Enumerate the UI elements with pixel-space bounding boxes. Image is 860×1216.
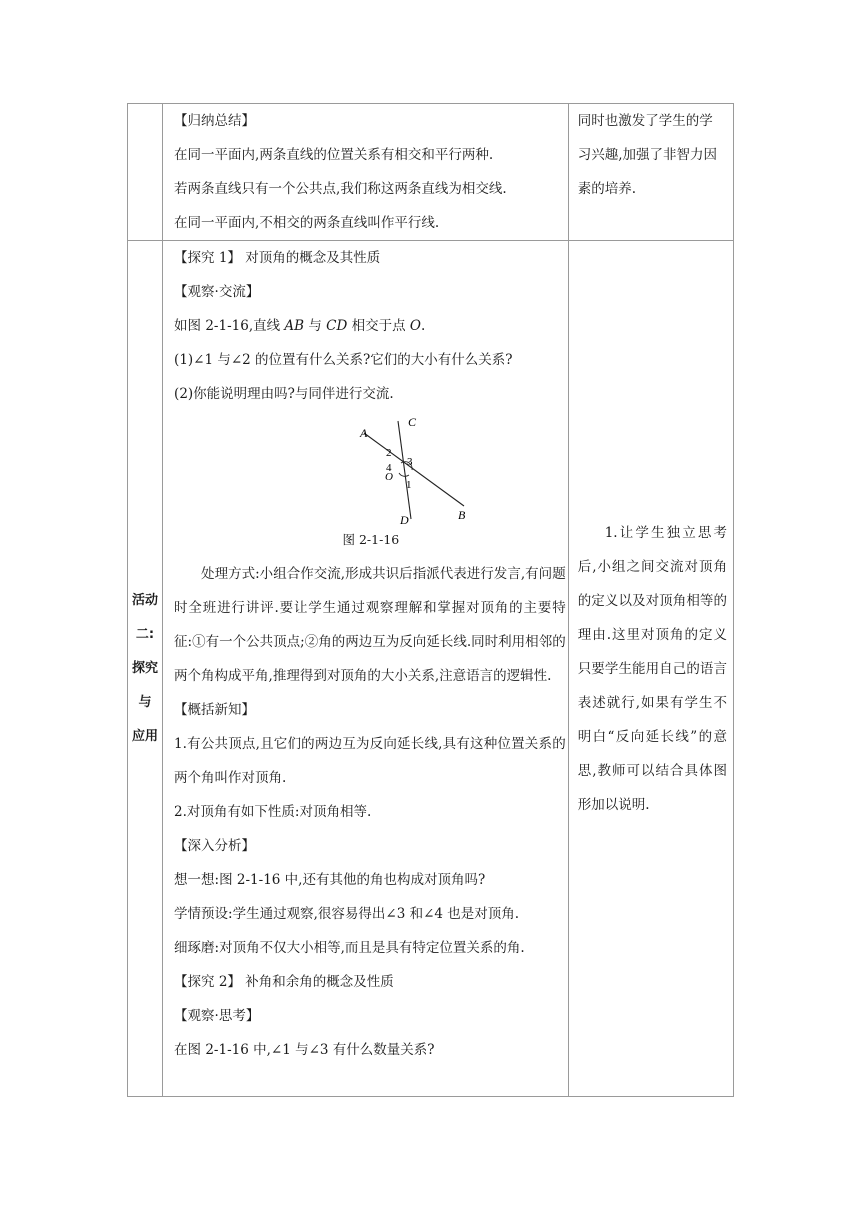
text-span: 如图 2-1-16,直线: [174, 318, 285, 334]
section-heading: 【归纳总结】: [174, 113, 256, 129]
summary-paragraph: 1.有公共顶点,且它们的两边互为反向延长线,具有这种位置关系的两个角叫作对顶角.: [174, 736, 566, 786]
point-name: O: [409, 318, 421, 334]
angle-arc: [399, 473, 409, 476]
design-intent-cell: [568, 104, 733, 241]
angle-label-1: 1: [406, 479, 412, 491]
figure-svg: [174, 415, 579, 525]
process-paragraph: 处理方式:小组合作交流,形成共识后指派代表进行发言,有问题时全班进行讲评.要让学生通过观察理解和掌握对顶角的主要特征:①有一个公共顶点;②角的两边互为反向延长线.同时利用相邻的两个角构成平角,推理得到对顶角的大小关系,注意语言的逻辑性.: [174, 566, 566, 684]
summary-line: 2.对顶角有如下性质:对顶角相等.: [174, 804, 372, 820]
side-line: 素的培养.: [577, 181, 636, 197]
content-cell: [163, 241, 569, 1097]
line-cd: [398, 421, 411, 519]
figure-caption: 图 2-1-16: [342, 532, 400, 547]
question-line: (2)你能说明理由吗?与同伴进行交流.: [174, 386, 394, 402]
text-line: 在同一平面内,两条直线的位置关系有相交和平行两种.: [174, 147, 494, 163]
activity-label-line: 应用: [132, 728, 159, 744]
label-d: D: [400, 513, 409, 525]
table-row: [128, 104, 734, 241]
section-heading: 【探究 2】 补角和余角的概念及性质: [174, 974, 394, 990]
intro-line: [174, 309, 568, 343]
activity-label-cell: [128, 241, 163, 1097]
side-line: 习兴趣,加强了非智力因: [577, 147, 717, 163]
section-heading: 【探究 1】 对顶角的概念及其性质: [174, 250, 381, 266]
section-heading: 【深入分析】: [174, 838, 256, 854]
text-line: 学情预设:学生通过观察,很容易得出∠3 和∠4 也是对顶角.: [174, 906, 520, 922]
activity-label-line: 活动: [132, 592, 159, 608]
text-line: 想一想:图 2-1-16 中,还有其他的角也构成对顶角吗?: [174, 872, 486, 888]
side-line: 同时也激发了学生的学: [577, 113, 713, 129]
content-cell: [163, 104, 569, 241]
intersecting-lines-figure: [174, 415, 568, 525]
table-row: [128, 241, 734, 1097]
design-intent-text: 1.让学生独立思考后,小组之间交流对顶角的定义以及对顶角相等的理由.这里对顶角的定义只要学生能用自己的语言表述就行,如果有学生不明白“反向延长线”的意思,教师可以结合具体图形加以说明.: [577, 524, 727, 813]
line-name: CD: [326, 318, 348, 334]
line-ab: [364, 433, 464, 506]
text-line: 细琢磨:对顶角不仅大小相等,而且是具有特定位置关系的角.: [174, 940, 525, 956]
text-line: 在同一平面内,不相交的两条直线叫作平行线.: [174, 215, 440, 231]
angle-label-4: 4: [386, 462, 392, 474]
section-heading: 【观察·交流】: [174, 284, 260, 300]
activity-label-cell-empty: [128, 104, 163, 241]
label-c: C: [408, 415, 417, 429]
question-line: 在图 2-1-16 中,∠1 与∠3 有什么数量关系?: [174, 1042, 435, 1058]
label-o: O: [385, 471, 393, 483]
line-name: AB: [284, 318, 305, 334]
activity-label-line: 探究: [132, 660, 159, 676]
section-heading: 【概括新知】: [174, 702, 256, 718]
label-a: A: [360, 426, 368, 440]
angle-label-3: 3: [407, 456, 413, 468]
question-line: (1)∠1 与∠2 的位置有什么关系?它们的大小有什么关系?: [174, 352, 513, 368]
text-span: .: [421, 318, 426, 334]
text-span: 与: [304, 318, 327, 334]
text-line: 若两条直线只有一个公共点,我们称这两条直线为相交线.: [174, 181, 507, 197]
design-intent-cell: [568, 241, 733, 1097]
section-heading: 【观察·思考】: [174, 1008, 260, 1024]
activity-label-line: 二:: [135, 626, 155, 642]
lesson-plan-table: [127, 103, 734, 1097]
text-span: 相交于点: [347, 318, 410, 334]
activity-label-line: 与: [138, 694, 152, 710]
angle-label-2: 2: [386, 447, 392, 459]
label-b: B: [458, 508, 466, 522]
